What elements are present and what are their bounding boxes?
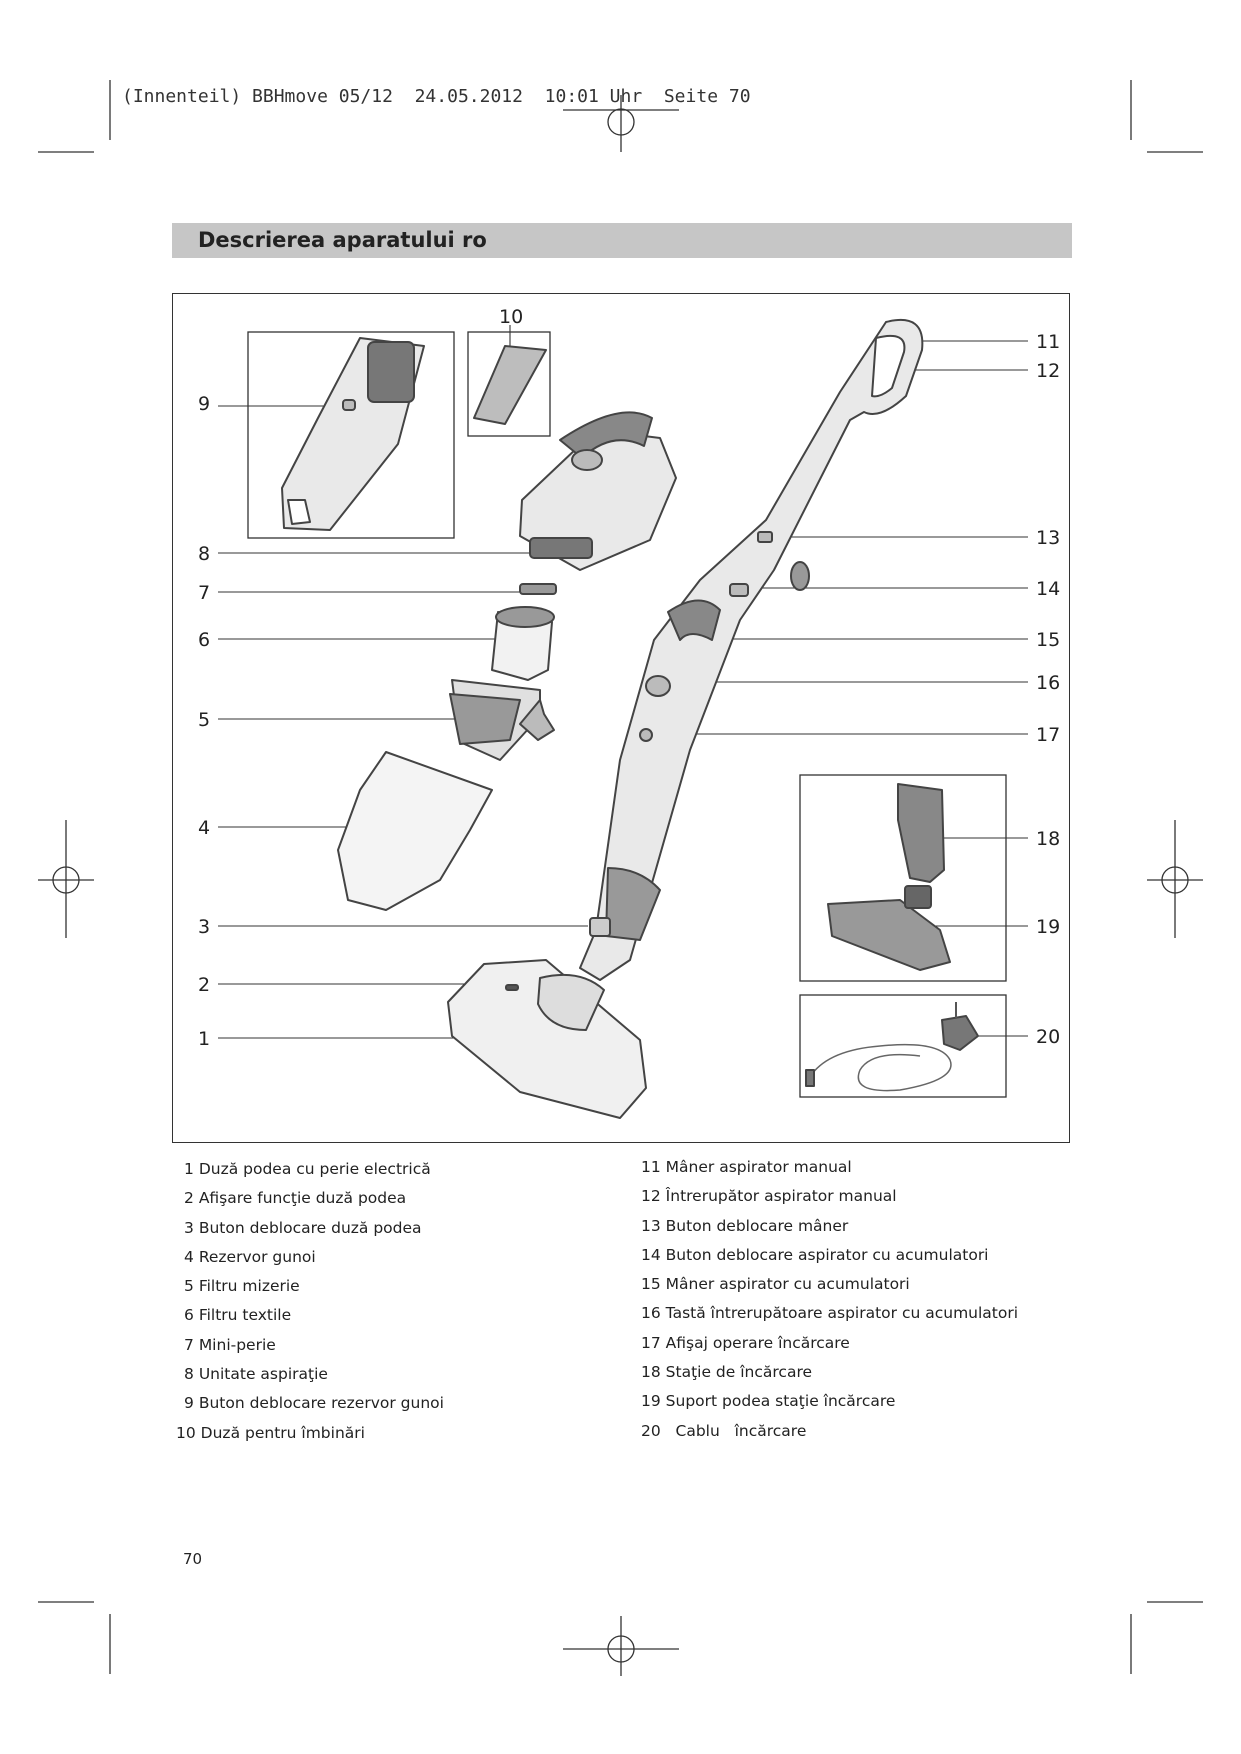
callout-6: 6 — [198, 629, 211, 651]
callout-19: 19 — [1036, 916, 1061, 938]
callout-14: 14 — [1036, 578, 1061, 600]
legend-item: 15 Mâner aspirator cu acumulatori — [641, 1275, 910, 1294]
legend-item: 17 Afişaj operare încărcare — [641, 1333, 850, 1352]
legend-item: 4 Rezervor gunoi — [184, 1247, 316, 1266]
callout-10: 10 — [499, 306, 524, 328]
legend-right-column — [641, 1153, 1018, 1446]
legend-item: 7 Mini-perie — [184, 1335, 276, 1354]
callout-5: 5 — [198, 709, 211, 731]
charging-station-art — [898, 784, 944, 882]
callout-12: 12 — [1036, 360, 1061, 382]
callout-7: 7 — [198, 582, 211, 604]
legend-item: 20 Cablu încărcare — [641, 1421, 807, 1440]
callout-3: 3 — [198, 916, 211, 938]
legend-item: 9 Buton deblocare rezervor gunoi — [184, 1394, 444, 1413]
legend-item: 12 Întrerupător aspirator manual — [641, 1187, 897, 1206]
callout-17: 17 — [1036, 724, 1061, 746]
charging-cable-art — [812, 1045, 951, 1091]
callout-20: 20 — [1036, 1026, 1061, 1048]
legend-item: 5 Filtru mizerie — [184, 1277, 300, 1296]
callout-8: 8 — [198, 543, 211, 565]
page-number: 70 — [183, 1550, 203, 1568]
legend-item: 13 Buton deblocare mâner — [641, 1216, 849, 1235]
callout-15: 15 — [1036, 629, 1061, 651]
legend-item: 6 Filtru textile — [184, 1306, 292, 1325]
printer-slug: (Innenteil) BBHmove 05/12 24.05.2012 10:01 Uhr Seite 70 — [122, 86, 751, 107]
dust-bin-art — [338, 752, 492, 910]
legend-item: 16 Tastă întrerupătoare aspirator cu acumulatori — [641, 1304, 1019, 1323]
callout-4: 4 — [198, 817, 211, 839]
legend-item: 8 Unitate aspiraţie — [184, 1365, 328, 1384]
legend-item: 1 Duză podea cu perie electrică — [184, 1160, 431, 1178]
mini-brush-art — [520, 584, 556, 594]
callout-16: 16 — [1036, 672, 1061, 694]
callout-2: 2 — [198, 974, 211, 996]
callout-18: 18 — [1036, 828, 1061, 850]
callout-9: 9 — [198, 393, 211, 415]
legend-item: 11 Mâner aspirator manual — [641, 1158, 852, 1176]
crevice-nozzle-art — [474, 346, 546, 424]
legend-item: 3 Buton deblocare duză podea — [184, 1218, 422, 1237]
legend-item: 18 Staţie de încărcare — [641, 1363, 813, 1382]
callout-1: 1 — [198, 1028, 211, 1050]
legend-item: 2 Afişare funcţie duză podea — [184, 1189, 407, 1208]
legend-item: 19 Suport podea staţie încărcare — [641, 1392, 896, 1411]
legend-item: 10 Duză pentru îmbinări — [176, 1423, 365, 1442]
legend-left-column — [176, 1155, 444, 1448]
callout-11: 11 — [1036, 331, 1061, 353]
section-title: Descrierea aparatului ro — [198, 228, 487, 252]
inset-box-charging-cable — [800, 995, 1006, 1097]
callout-13: 13 — [1036, 527, 1061, 549]
legend-item: 14 Buton deblocare aspirator cu acumulatori — [641, 1245, 989, 1264]
